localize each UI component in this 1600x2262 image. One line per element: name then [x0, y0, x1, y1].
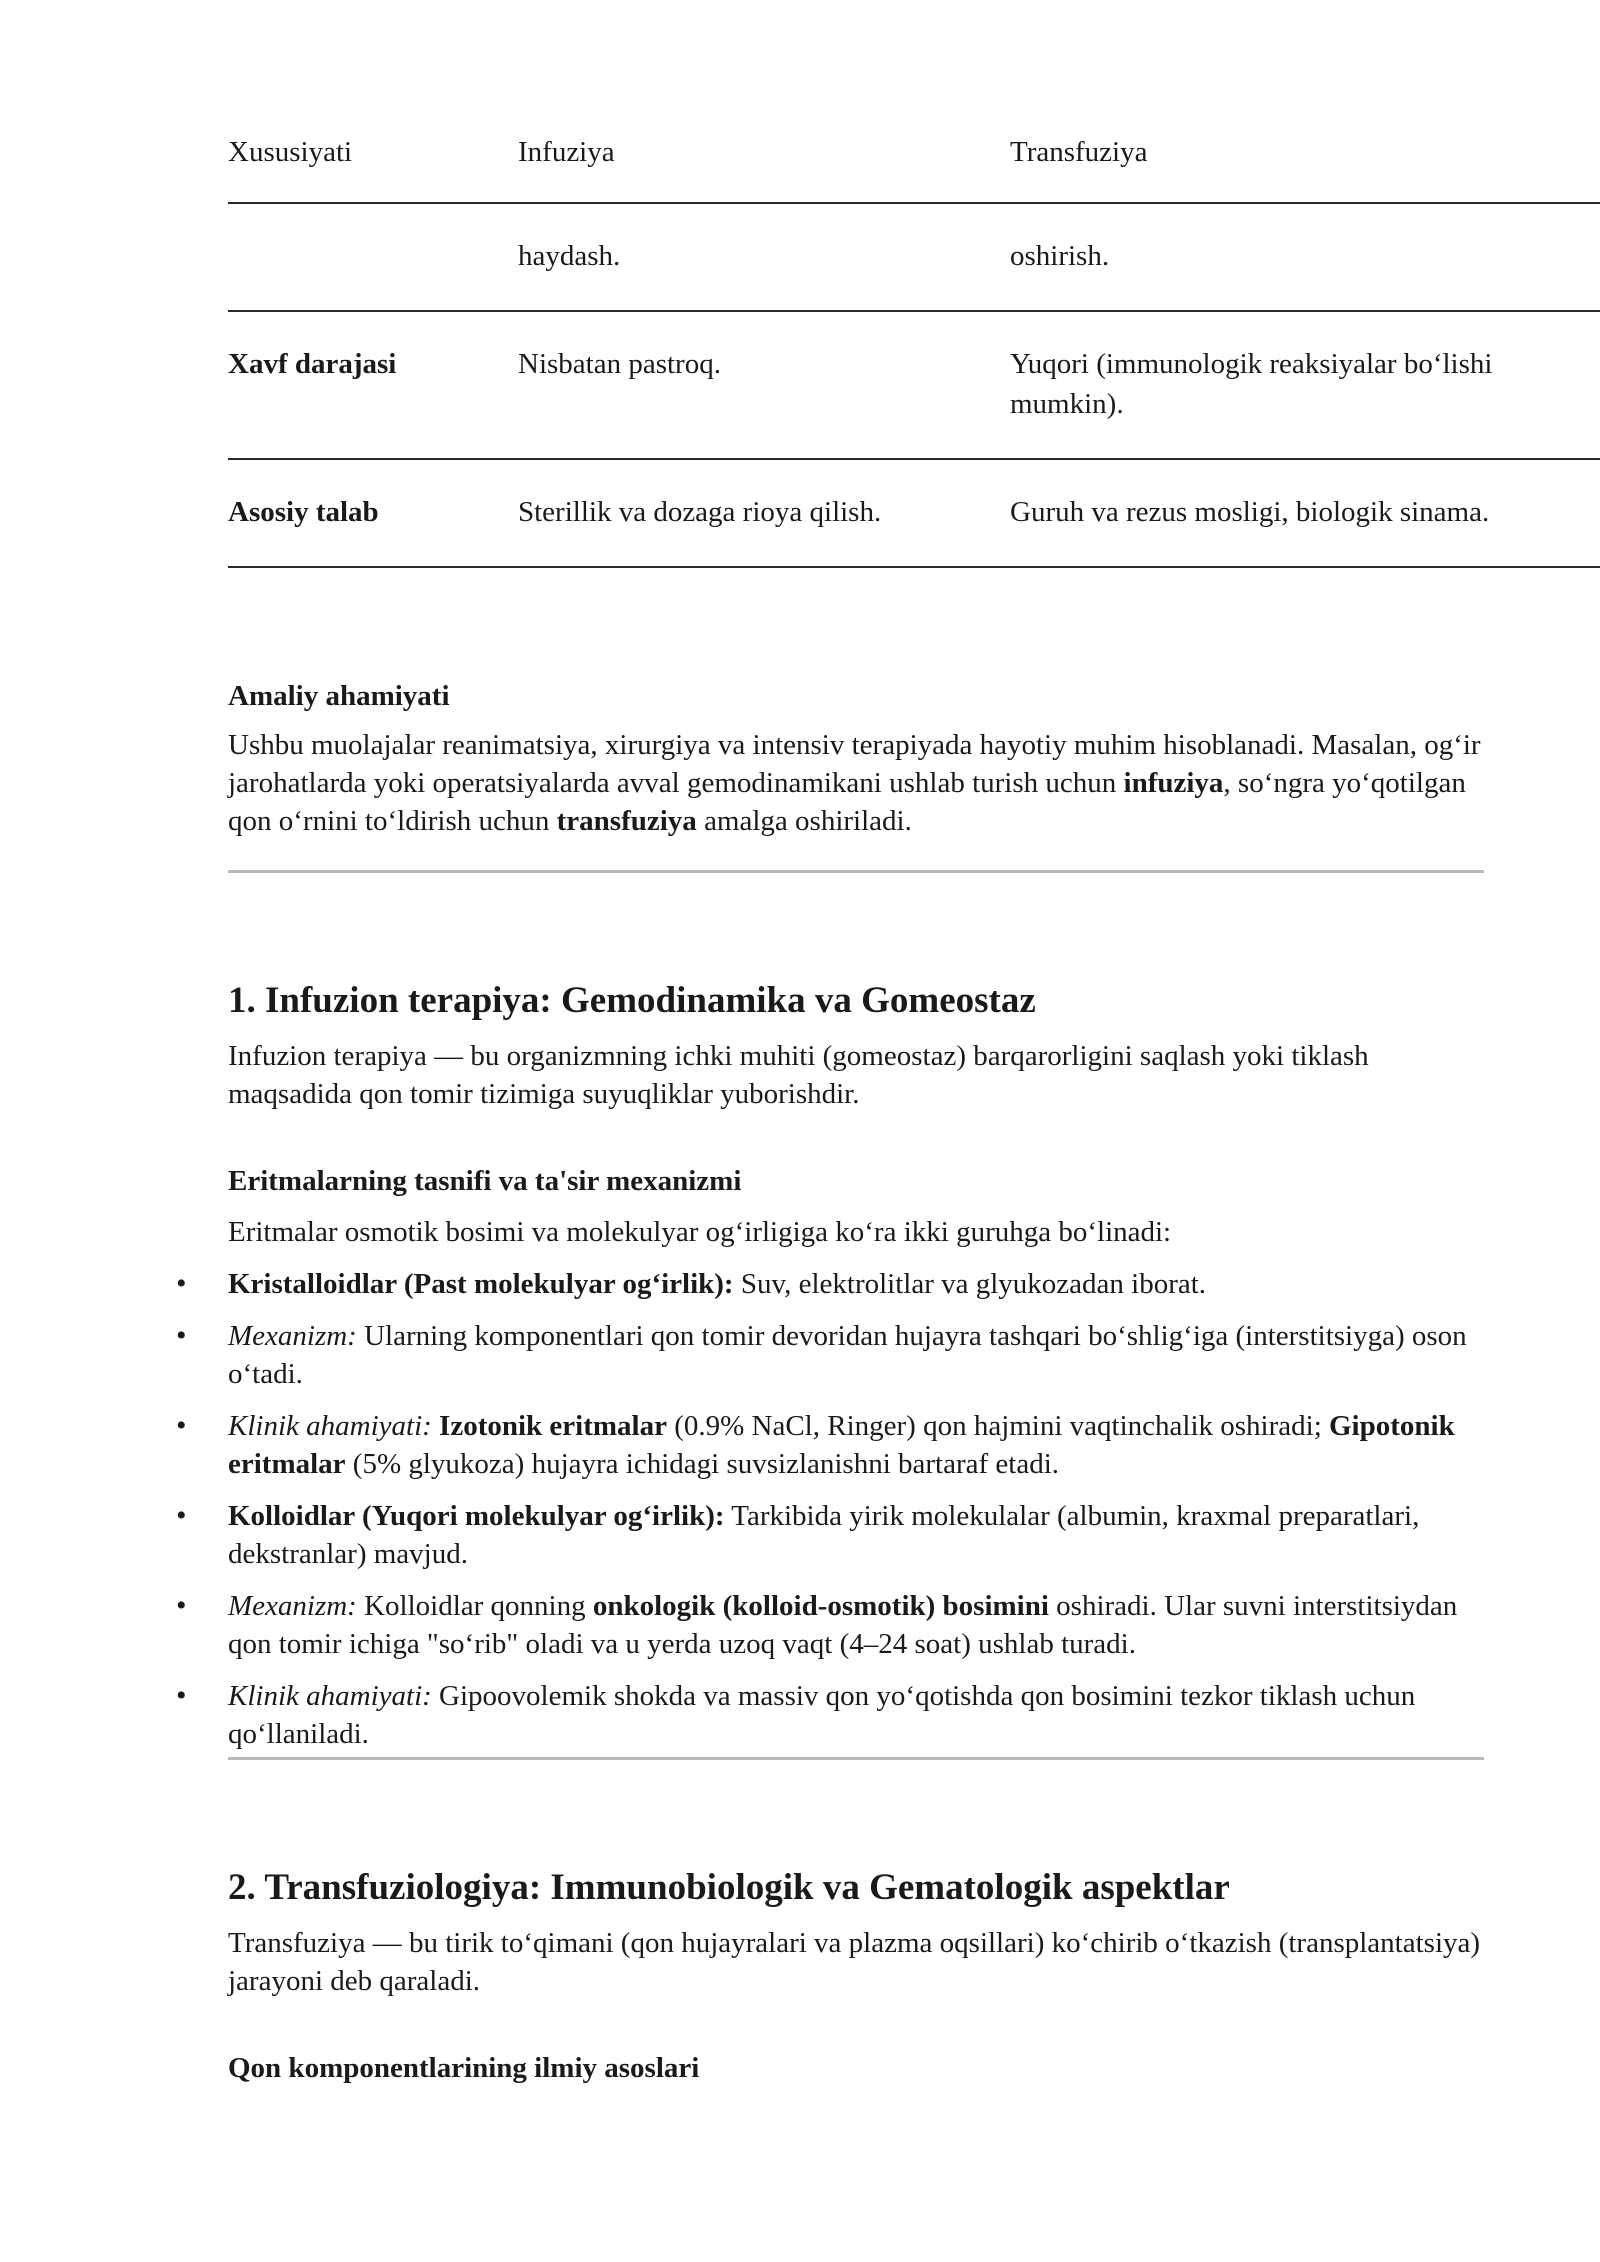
subsection-heading-blood-components: Qon komponentlarining ilmiy asoslari	[228, 2052, 700, 2084]
practical-section	[228, 676, 1484, 840]
table-row	[228, 459, 1600, 567]
section-infusion	[228, 977, 1484, 1753]
practical-bold-transfusion: transfuziya	[556, 805, 697, 837]
list-item-text: Suv, elektrolitlar va glyukozadan iborat.	[733, 1268, 1207, 1300]
table-row	[228, 203, 1600, 311]
solutions-list	[228, 1265, 1484, 1753]
section-title-infusion: 1. Infuzion terapiya: Gemodinamika va Gomeostaz	[228, 980, 1036, 1021]
comparison-table	[228, 122, 1600, 568]
list-item	[228, 1407, 1484, 1483]
list-item-bold: Gipotonik eritmalar	[228, 1410, 1455, 1480]
list-item-text: Gipoovolemik shokda va massiv qon yo‘qotishda qon bosimini tezkor tiklash uchun qo‘llaniladi.	[228, 1680, 1416, 1750]
table-row	[228, 311, 1600, 459]
table-cell: oshirish.	[1010, 240, 1110, 272]
subsection-intro-solutions: Eritmalar osmotik bosimi va molekulyar og‘irligiga ko‘ra ikki guruhga bo‘linadi:	[228, 1216, 1172, 1248]
practical-bold-infusion: infuziya	[1123, 767, 1224, 799]
section-transfusion	[228, 1864, 1484, 2088]
list-item-italic: Klinik ahamiyati:	[228, 1680, 432, 1712]
table-header-row	[228, 122, 1600, 203]
list-item-italic: Mexanizm:	[228, 1590, 357, 1622]
table-header-cell: Transfuziya	[1010, 136, 1148, 168]
table-cell: haydash.	[518, 240, 621, 272]
practical-paragraph	[228, 726, 1484, 840]
horizontal-divider	[228, 1757, 1484, 1760]
document-page	[228, 0, 1600, 2088]
table-cell	[228, 203, 518, 311]
list-item-bold: onkologik (kolloid-osmotik) bosimini	[592, 1590, 1049, 1622]
table-cell: Yuqori (immunologik reaksiyalar bo‘lishi mumkin).	[1010, 348, 1493, 420]
list-item-bold: Izotonik eritmalar	[439, 1410, 667, 1442]
section-title-transfusion: 2. Transfuziologiya: Immunobiologik va Gematologik aspektlar	[228, 1867, 1230, 1908]
list-item	[228, 1265, 1484, 1303]
list-item-bold: Kolloidlar (Yuqori molekulyar og‘irlik):	[228, 1500, 725, 1532]
list-item-text: Tarkibida yirik molekulalar (albumin, kraxmal preparatlari, dekstranlar) mavjud.	[228, 1500, 1420, 1570]
practical-text: amalga oshiriladi.	[696, 805, 912, 837]
practical-heading: Amaliy ahamiyati	[228, 680, 450, 712]
list-item-italic: Mexanizm:	[228, 1320, 357, 1352]
practical-text: Ushbu muolajalar reanimatsiya, xirurgiya va intensiv terapiyada hayotiy muhim hisoblanadi. Masalan, og‘ir jarohatlarda yoki operatsiyalarda avval gemodinamikani ushlab turish uchun	[228, 729, 1481, 799]
table-cell: Xavf darajasi	[228, 348, 397, 380]
list-item-bold: Kristalloidlar (Past molekulyar og‘irlik):	[228, 1268, 734, 1300]
list-item	[228, 1317, 1484, 1393]
list-item-italic: Klinik ahamiyati:	[228, 1410, 432, 1442]
table-cell: Sterillik va dozaga rioya qilish.	[518, 496, 882, 528]
list-item-text: Ularning komponentlari qon tomir devoridan hujayra tashqari bo‘shlig‘iga (interstitsiyga) oson o‘tadi.	[228, 1320, 1467, 1390]
list-item	[228, 1677, 1484, 1753]
table-cell: Nisbatan pastroq.	[518, 348, 721, 380]
section-intro-transfusion: Transfuziya — bu tirik to‘qimani (qon hujayralari va plazma oqsillari) ko‘chirib o‘tkazish (transplantatsiya) jarayoni deb qaraladi.	[228, 1927, 1481, 1997]
section-intro-infusion: Infuzion terapiya — bu organizmning ichki muhiti (gomeostaz) barqarorligini saqlash yoki tiklash maqsadida qon tomir tizimiga suyuqliklar yuborishdir.	[228, 1040, 1369, 1110]
list-item-text: (5% glyukoza) hujayra ichidagi suvsizlanishni bartaraf etadi.	[345, 1448, 1060, 1480]
list-item-text: oshiradi. Ular suvni interstitsiydan qon tomir ichiga "so‘rib" oladi va u yerda uzoq vaqt (4–24 soat) ushlab turadi.	[228, 1590, 1458, 1660]
horizontal-divider	[228, 870, 1484, 873]
subsection-heading-solutions: Eritmalarning tasnifi va ta'sir mexanizmi	[228, 1165, 742, 1197]
list-item	[228, 1497, 1484, 1573]
list-item	[228, 1587, 1484, 1663]
table-header-cell: Xususiyati	[228, 136, 353, 168]
table-header-cell: Infuziya	[518, 136, 615, 168]
practical-text: , so‘ngra yo‘qotilgan qon o‘rnini to‘ldirish uchun	[228, 767, 1466, 837]
list-item-text: (0.9% NaCl, Ringer) qon hajmini vaqtinchalik oshiradi;	[666, 1410, 1329, 1442]
list-item-text	[432, 1410, 439, 1442]
list-item-text: Kolloidlar qonning	[356, 1590, 593, 1622]
table-cell: Asosiy talab	[228, 496, 379, 528]
table-cell: Guruh va rezus mosligi, biologik sinama.	[1010, 496, 1490, 528]
